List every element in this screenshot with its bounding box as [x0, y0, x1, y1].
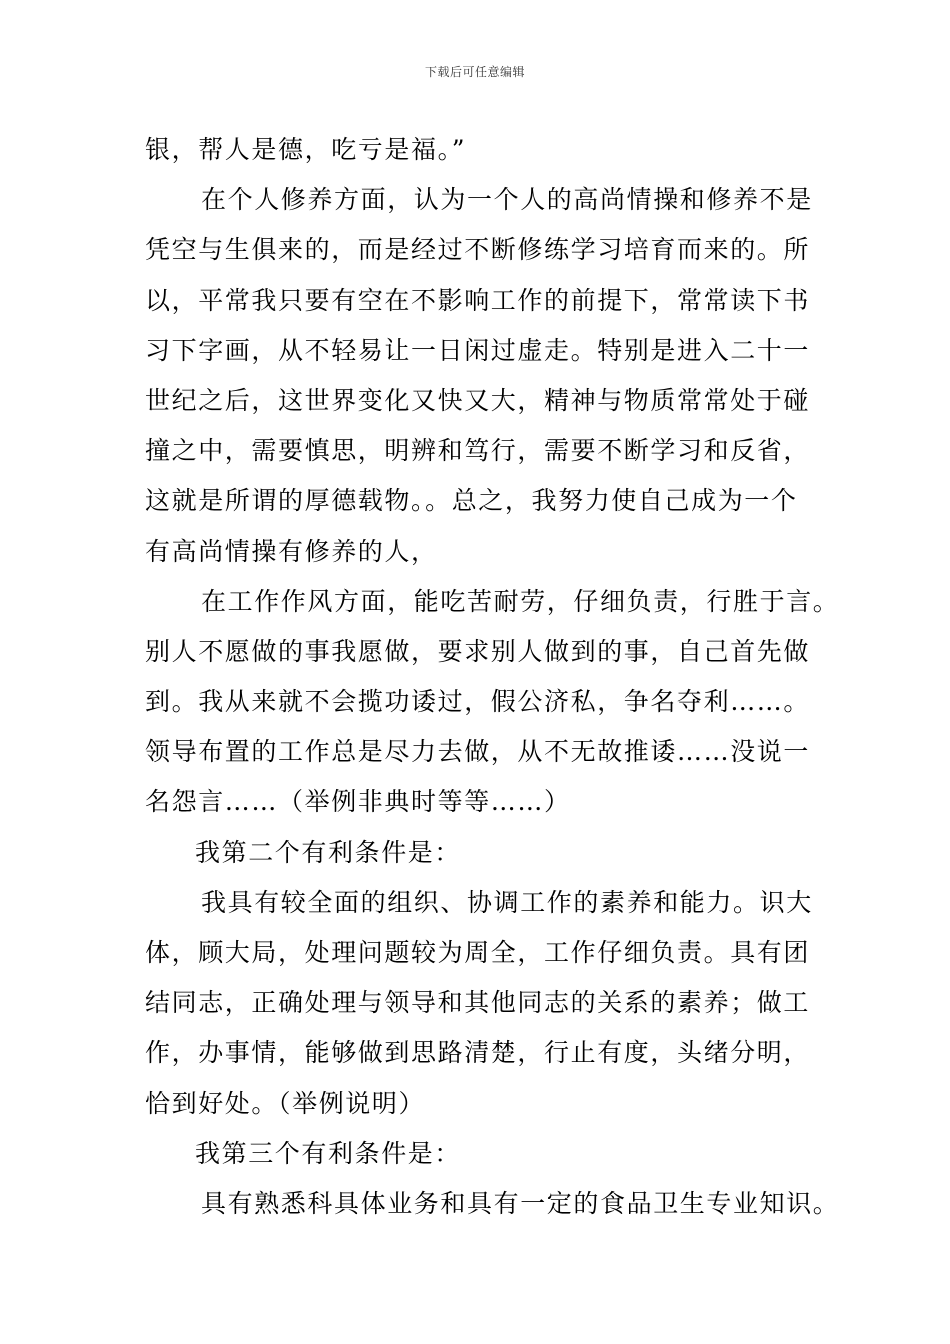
page-header: 下载后可任意编辑: [424, 65, 525, 79]
text-line: 名怨言……（举例非典时等等……）: [145, 787, 571, 817]
text-line: 习下字画，从不轻易让一日闲过虚走。特别是进入二十一: [145, 335, 811, 365]
text-line: 作，办事情，能够做到思路清楚，行止有度，头绪分明，: [145, 1038, 811, 1068]
document-body: [145, 125, 840, 1229]
text-line: 有高尚情操有修养的人，: [145, 536, 438, 566]
text-line: 我第三个有利条件是：: [195, 1138, 462, 1168]
text-line: 到。我从来就不会揽功诿过，假公济私，争名夺利……。: [145, 687, 811, 717]
text-line: 凭空与生俱来的，而是经过不断修练学习培育而来的。所: [145, 235, 811, 265]
text-line: 以，平常我只要有空在不影响工作的前提下，常常读下书: [145, 285, 811, 315]
text-line: 银，帮人是德，吃亏是福。”: [145, 135, 467, 164]
text-line: 体，顾大局，处理问题较为周全，工作仔细负责。具有团: [145, 938, 811, 967]
text-line: 在个人修养方面，认为一个人的高尚情操和修养不是: [201, 185, 813, 215]
text-line: 这就是所谓的厚德载物。。总之，我努力使自己成为一个: [145, 486, 798, 516]
text-line: 在工作作风方面，能吃苦耐劳，仔细负责，行胜于言。: [201, 586, 840, 616]
text-line: 别人不愿做的事我愿做，要求别人做到的事，自己首先做: [145, 636, 811, 666]
text-line: 我具有较全面的组织、协调工作的素养和能力。识大: [201, 887, 813, 917]
text-line: 领导布置的工作总是尽力去做，从不无故推诿……没说一: [145, 737, 811, 767]
text-line: 我第二个有利条件是：: [195, 837, 462, 867]
text-line: 结同志，正确处理与领导和其他同志的关系的素养；做工: [145, 988, 811, 1018]
text-line: 世纪之后，这世界变化又快又大，精神与物质常常处于碰: [145, 385, 811, 415]
text-line: 恰到好处。（举例说明）: [145, 1088, 426, 1118]
text-line: 具有熟悉科具体业务和具有一定的食品卫生专业知识。: [201, 1188, 840, 1218]
text-line: 撞之中，需要慎思，明辨和笃行，需要不断学习和反省，: [145, 436, 811, 466]
